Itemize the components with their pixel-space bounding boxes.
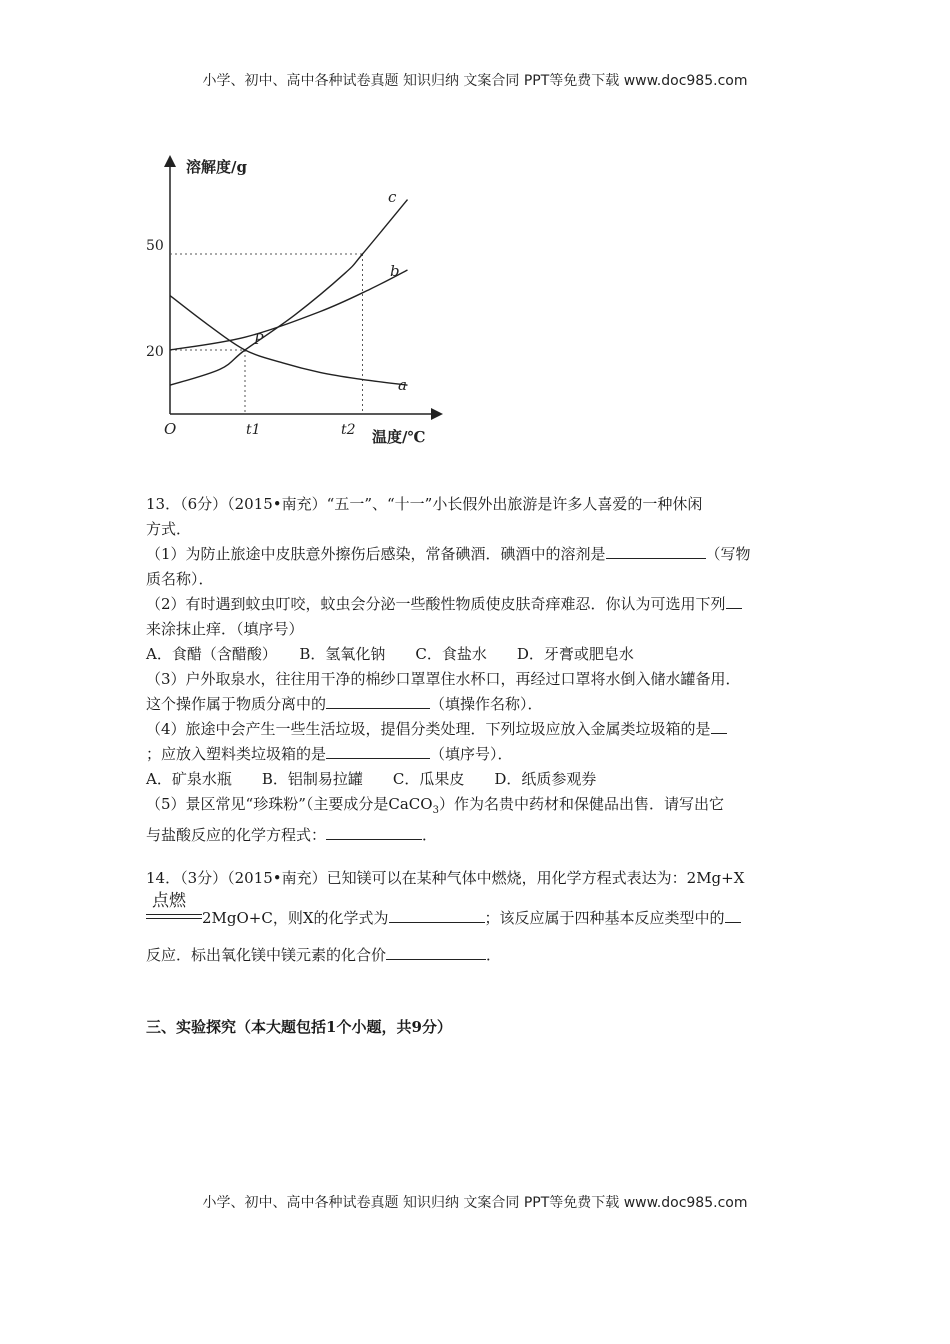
solubility-curve-c — [170, 200, 408, 386]
x-tick-t2: t2 — [341, 422, 356, 438]
answer-blank-formula-x[interactable] — [389, 906, 485, 923]
q14-line-2-text: 2MgO+C，则X的化学式为 — [202, 909, 389, 927]
answer-blank-separation[interactable] — [326, 692, 430, 709]
q13-part3-text: 这个操作属于物质分离中的 — [146, 695, 327, 713]
question-13 — [146, 492, 811, 848]
answer-blank-solvent[interactable] — [606, 542, 706, 559]
q13-line-5 — [146, 592, 811, 617]
q13-options-part4: A．矿泉水瓶 B．铝制易拉罐 C．瓜果皮 D．纸质参观券 — [146, 770, 597, 788]
q13-line-13 — [146, 792, 811, 823]
x-tick-t1: t1 — [246, 422, 261, 438]
q13-part5-text-3: 与盐酸反应的化学方程式： — [146, 826, 327, 844]
y-tick-50: 50 — [146, 238, 164, 254]
q13-part1-text: （1）为防止旅途中皮肤意外擦伤后感染，常备碘酒．碘酒中的溶剂是 — [146, 545, 606, 563]
q13-line-2: 方式． — [146, 520, 192, 538]
q14-line-2 — [146, 891, 811, 931]
q14-line-3-end: ． — [486, 946, 502, 964]
q13-part3-hint: （填操作名称）． — [430, 695, 543, 713]
q13-line-11 — [146, 742, 811, 767]
q14-line-3-text: 反应．标出氧化镁中镁元素的化合价 — [146, 946, 387, 964]
q13-part4-text-2: ；应放入塑料类垃圾箱的是 — [146, 745, 327, 763]
q14-line-2-text-2: ；该反应属于四种基本反应类型中的 — [484, 909, 725, 927]
q13-line-9 — [146, 692, 811, 717]
answer-blank-plastic-bin[interactable] — [326, 742, 430, 759]
series-label-b: b — [390, 262, 400, 280]
section-3-title: 三、实验探究（本大题包括1个小题，共9分） — [146, 1018, 452, 1036]
page-header: 小学、初中、高中各种试卷真题 知识归纳 文案合同 PPT等免费下载 www.doc985.com — [202, 73, 748, 89]
q13-part1-hint: （写物 — [705, 545, 751, 563]
reaction-condition — [146, 891, 202, 923]
q13-line-10 — [146, 717, 811, 742]
x-axis-label: 温度/℃ — [372, 428, 426, 446]
q13-line-14 — [146, 823, 811, 848]
answer-blank-valence[interactable] — [386, 943, 486, 960]
q13-options-part2: A．食醋（含醋酸） B．氢氧化钠 C．食盐水 D．牙膏或肥皂水 — [146, 645, 634, 663]
solubility-chart — [140, 150, 460, 450]
q13-line-6: 来涂抹止痒．（填序号） — [146, 620, 304, 638]
answer-blank-itch-remedy[interactable] — [726, 592, 742, 609]
reaction-equals-sign — [146, 914, 202, 919]
series-label-c: c — [388, 188, 397, 206]
y-tick-20: 20 — [146, 344, 164, 360]
q13-part4-hint: （填序号）． — [430, 745, 513, 763]
q13-line-1: 13．（6分）（2015•南充）“五一”、“十一”小长假外出旅游是许多人喜爱的一种休闲 — [146, 495, 703, 513]
solubility-curve-b — [170, 270, 408, 350]
intersection-point-label: P — [254, 332, 264, 348]
answer-blank-reaction-type[interactable] — [725, 906, 741, 923]
question-14 — [146, 866, 811, 968]
q13-part5-end: ． — [422, 826, 438, 844]
page-footer: 小学、初中、高中各种试卷真题 知识归纳 文案合同 PPT等免费下载 www.doc985.com — [202, 1195, 748, 1211]
answer-blank-equation[interactable] — [326, 823, 422, 840]
q13-part4-text: （4）旅途中会产生一些生活垃圾，提倡分类处理．下列垃圾应放入金属类垃圾箱的是 — [146, 720, 711, 738]
series-label-a: a — [398, 376, 407, 394]
y-axis-label: 溶解度/g — [186, 158, 247, 176]
q13-line-4: 质名称）． — [146, 570, 214, 588]
origin-label: O — [164, 420, 177, 438]
answer-blank-metal-bin[interactable] — [711, 717, 727, 734]
q13-part2-text: （2）有时遇到蚊虫叮咬，蚊虫会分泌一些酸性物质使皮肤奇痒难忍．你认为可选用下列 — [146, 595, 726, 613]
reaction-condition-label: 点燃 — [152, 891, 186, 911]
q13-part5-subscript: 3 — [432, 805, 439, 816]
q14-line-3 — [146, 943, 811, 968]
q14-line-1: 14．（3分）（2015•南充）已知镁可以在某种气体中燃烧，用化学方程式表达为：2Mg+X — [146, 869, 745, 887]
q13-part5-text-2: ）作为名贵中药材和保健品出售．请写出它 — [438, 795, 724, 813]
q13-part5-text: （5）景区常见“珍珠粉”（主要成分是CaCO — [146, 795, 433, 813]
q13-line-3 — [146, 542, 811, 567]
solubility-curve-a — [170, 296, 408, 386]
q13-line-8: （3）户外取泉水，往往用干净的棉纱口罩罩住水杯口，再经过口罩将水倒入储水罐备用． — [146, 670, 741, 688]
